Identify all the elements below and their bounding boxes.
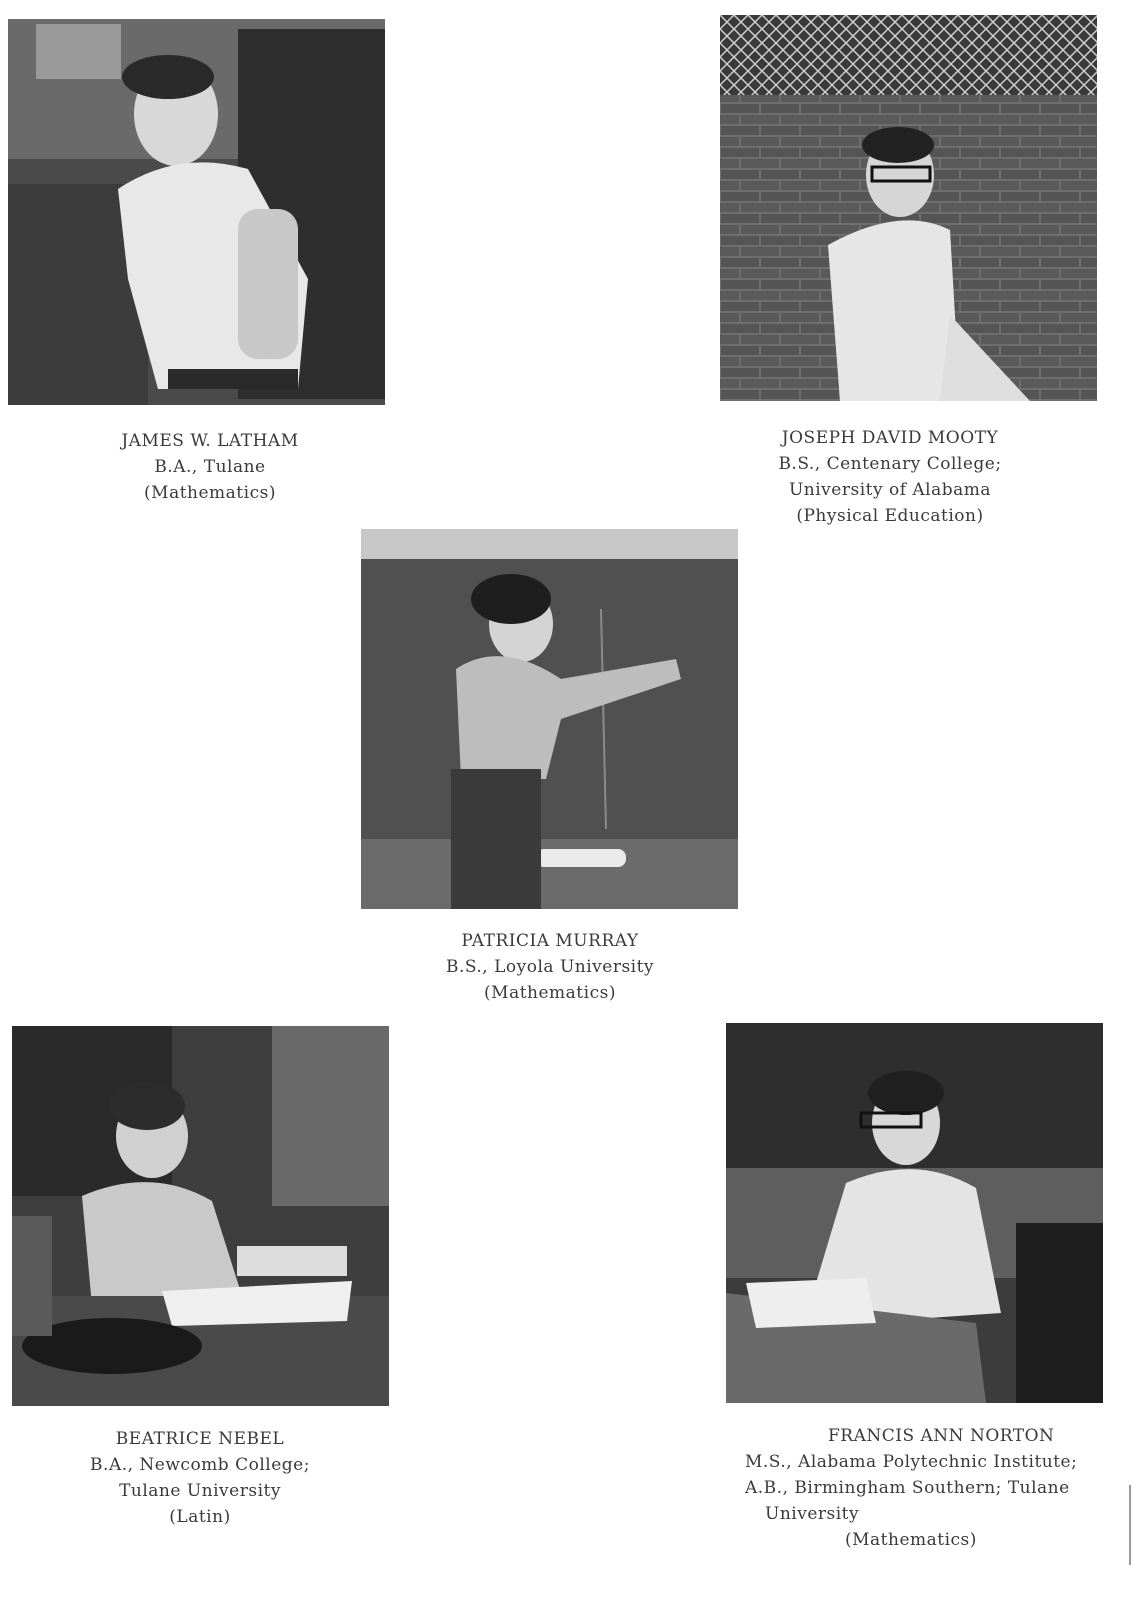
faculty-subject: (Mathematics) (144, 483, 276, 503)
caption-beatrice-nebel (50, 1426, 350, 1530)
photo-joseph-mooty (720, 15, 1097, 401)
page-edge-mark (1129, 1485, 1131, 1565)
photo-beatrice-nebel (12, 1026, 389, 1406)
faculty-name: JAMES W. LATHAM (121, 431, 299, 451)
caption-patricia-murray (400, 928, 700, 1006)
faculty-name: FRANCIS ANN NORTON (828, 1426, 1055, 1446)
faculty-subject: (Latin) (169, 1507, 231, 1527)
caption-joseph-mooty (730, 425, 1050, 529)
faculty-degree: B.S., Loyola University (445, 957, 655, 977)
caption-francis-norton (745, 1423, 1125, 1553)
faculty-name: BEATRICE NEBEL (115, 1429, 285, 1449)
faculty-name: JOSEPH DAVID MOOTY (781, 428, 999, 448)
photo-francis-norton (726, 1023, 1103, 1403)
photo-james-latham (8, 19, 385, 405)
faculty-degree: University (765, 1504, 860, 1524)
faculty-subject: (Mathematics) (484, 983, 616, 1003)
faculty-degree: Tulane University (119, 1481, 281, 1501)
faculty-name: PATRICIA MURRAY (461, 931, 639, 951)
faculty-subject: (Physical Education) (796, 506, 984, 526)
faculty-degree: B.A., Tulane (154, 457, 266, 477)
photo-patricia-murray (361, 529, 738, 909)
faculty-degree: M.S., Alabama Polytechnic Institute; (745, 1452, 1078, 1472)
faculty-degree: University of Alabama (788, 480, 992, 500)
faculty-degree: B.S., Centenary College; (778, 454, 1002, 474)
caption-james-latham (60, 428, 360, 506)
faculty-degree: A.B., Birmingham Southern; Tulane (745, 1478, 1070, 1498)
faculty-subject: (Mathematics) (845, 1530, 977, 1550)
faculty-degree: B.A., Newcomb College; (90, 1455, 310, 1475)
